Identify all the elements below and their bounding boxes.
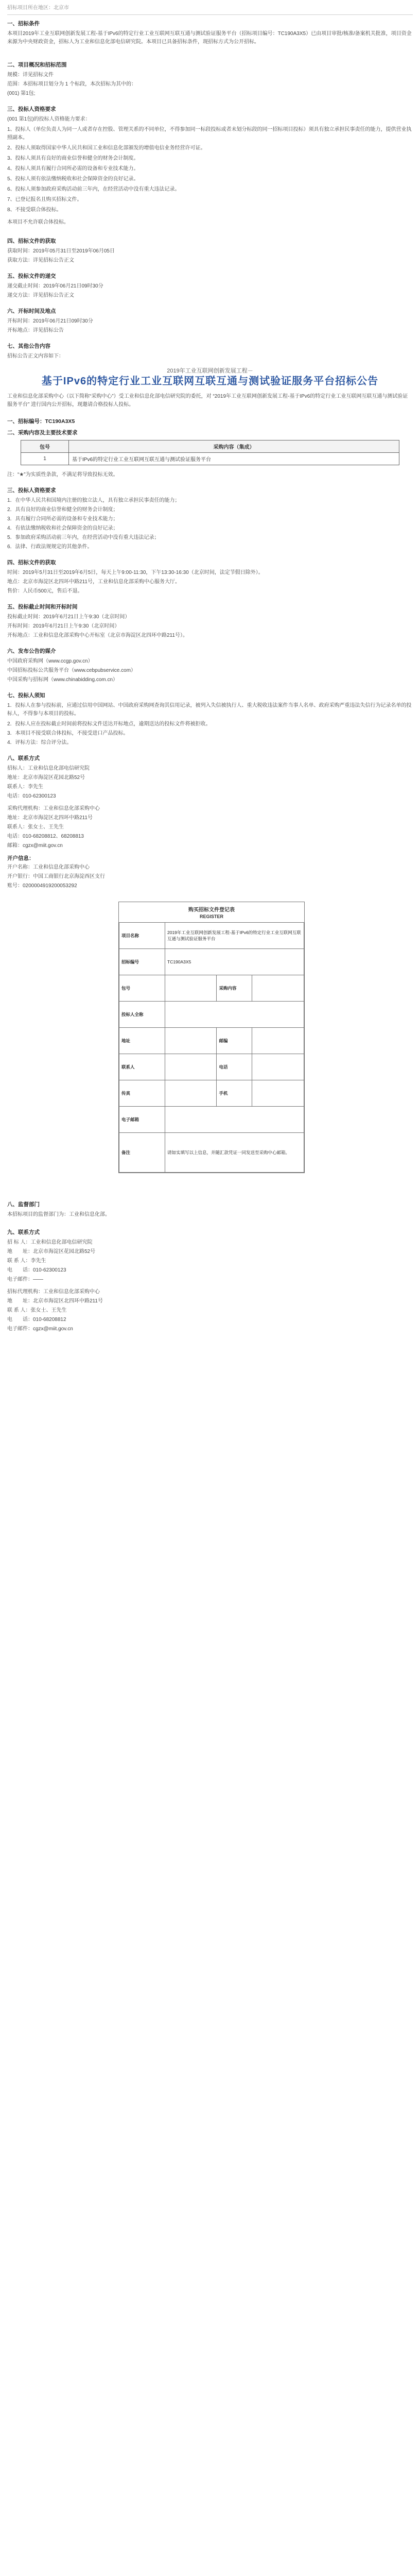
form-label: 联系人 <box>119 1054 165 1080</box>
list-item: 8、不接受联合体投标。 <box>7 207 62 213</box>
section-heading: 四、招标文件的获取 <box>7 560 56 566</box>
procurement-table <box>21 440 399 465</box>
contact-line: 电话：010-62300123 <box>7 793 56 799</box>
form-value <box>252 1080 304 1107</box>
list-item: 2、投标人须取得国家中华人民共和国工业和信息化部颁发的增值电信业务经营许可证。 <box>7 145 206 151</box>
registration-form <box>118 902 305 1173</box>
contact-line: 邮箱：cgzx@miit.gov.cn <box>7 843 63 849</box>
contact-line: 联系人：李先生 <box>7 784 43 790</box>
contact-line: 电子邮件：cgzx@miit.gov.cn <box>7 1326 73 1332</box>
list-item: 中国政府采购网（www.ccgp.gov.cn） <box>7 658 93 664</box>
paragraph: (001 第1包)的投标人资格能力要求： <box>7 116 91 122</box>
contact-line: 电 话：010-62300123 <box>7 1267 66 1273</box>
form-title-en: REGISTER <box>199 914 223 919</box>
form-value <box>165 1028 217 1054</box>
bank-title: 开户信息： <box>7 855 34 861</box>
form-row <box>119 1028 304 1054</box>
contact-line: 电话：010-68208812、68208813 <box>7 834 84 839</box>
list-item: 7、已登记报名且购买招标文件。 <box>7 197 82 202</box>
list-item: 开标时间：2019年6月21日上午9:30（北京时间） <box>7 623 120 629</box>
region-line: 招标项目所在地区：北京市 <box>7 5 69 11</box>
list-item: 4、投标人须具有履行合同所必需的设备和专业技术能力。 <box>7 166 139 172</box>
form-row <box>119 923 304 949</box>
contact-line: 账号：0200004919200053292 <box>7 883 77 889</box>
contact-line: 电 话：010-68208812 <box>7 1317 66 1323</box>
list-item: 售价：人民币500元，售后不退。 <box>7 588 83 594</box>
form-label: 邮编 <box>217 1028 252 1054</box>
form-label: 电话 <box>217 1054 252 1080</box>
form-row <box>119 1133 304 1173</box>
form-label: 采购内容 <box>217 975 252 1002</box>
section-heading: 九、联系方式 <box>7 1229 40 1235</box>
section-heading: 二、采购内容及主要技术要求 <box>7 430 78 436</box>
list-item: 中国招标投标公共服务平台（www.cebpubservice.com） <box>7 668 136 673</box>
form-value <box>165 975 217 1002</box>
form-label: 地址 <box>119 1028 165 1054</box>
form-value <box>252 975 304 1002</box>
section-heading: 六、开标时间及地点 <box>7 308 56 314</box>
paragraph: 开标时间：2019年06月21日09时30分 <box>7 318 93 324</box>
contact-line: 地址：北京市海淀区北四环中路211号 <box>7 815 93 821</box>
section-heading: 六、发布公告的媒介 <box>7 648 56 654</box>
section-heading: 三、投标人资格要求 <box>7 106 56 112</box>
form-label: 传真 <box>119 1080 165 1107</box>
table-header-row <box>21 440 399 453</box>
paragraph: 递交截止时间：2019年06月21日09时30分 <box>7 283 103 289</box>
section-heading: 一、招标编号：TC190A3X5 <box>7 418 75 425</box>
list-item: 地点：北京市海淀区北四环中路211号，工业和信息化部采购中心服务大厅。 <box>7 579 180 585</box>
contact-line: 地 址：北京市海淀区北四环中路211号 <box>7 1298 103 1304</box>
section-heading: 二、项目概况和招标范围 <box>7 62 67 68</box>
list-item: 3．本项目不接受联合体投标，不接受进口产品投标。 <box>7 731 129 736</box>
form-label: 备注 <box>119 1133 165 1173</box>
paragraph: 获取方法：详见招标公告正文 <box>7 258 74 263</box>
list-item: 2．投标人应在投标截止时间前将投标文件送达开标地点，逾期送达的投标文件将被拒收。 <box>7 721 211 727</box>
form-value: 请如实填写以上信息，并随汇款凭证一同发送至采购中心邮箱。 <box>165 1133 304 1173</box>
announcement-title-line1: 2019年工业互联网创新发展工程－ <box>167 368 253 374</box>
list-item: 3．具有履行合同所必需的设备和专业技术能力； <box>7 516 118 522</box>
form-label: 电子邮箱 <box>119 1107 165 1133</box>
contact-line: 电子邮件：—— <box>7 1277 43 1282</box>
contact-line: 招标人：工业和信息化部电信研究院 <box>7 766 90 771</box>
section-heading: 八、联系方式 <box>7 755 40 761</box>
list-item: 1、投标人（单位负责人为同一人或者存在控股、管理关系的不同单位，不得参加同一标段投标或者未划分标段的同一招标项目投标）须具有独立承担民事责任的能力，提供营业执照副本。 <box>7 127 412 141</box>
table-cell: 基于IPv6的特定行业工业互联网互联互通与测试验证服务平台 <box>69 453 399 465</box>
contact-line: 招 标 人：工业和信息化部电信研究院 <box>7 1240 93 1245</box>
form-table <box>119 922 304 1173</box>
form-value <box>165 1054 217 1080</box>
form-value: 2019年工业互联网创新发展工程-基于IPv6的特定行业工业互联网互联互通与测试验证服务平台 <box>165 923 304 949</box>
form-value <box>165 1107 304 1133</box>
contact-line: 开户银行：中国工商银行北京海淀西区支行 <box>7 874 105 879</box>
contact-line: 联 系 人：张女士、王先生 <box>7 1308 67 1313</box>
paragraph: 本项目不允许联合体投标。 <box>7 219 69 225</box>
contact-line: 采购代理机构：工业和信息化部采购中心 <box>7 806 100 811</box>
section-heading: 七、其他公告内容 <box>7 343 50 349</box>
list-item: 5、投标人须有依法缴纳税收和社会保障资金的良好记录。 <box>7 176 139 182</box>
contact-line: 地 址：北京市海淀区花园北路52号 <box>7 1249 96 1255</box>
list-item: 1．投标人在参与投标前，应通过信用中国网站、中国政府采购网查询其信用记录，被列入失信被执行人、重大税收违法案件当事人名单、政府采购严重违法失信行为记录名单的投标人，不得参与本项目的投标。 <box>7 703 412 717</box>
form-label: 项目名称 <box>119 923 165 949</box>
list-item: 4．有依法缴纳税收和社会保障资金的良好记录； <box>7 526 118 531</box>
form-value <box>252 1028 304 1054</box>
section-heading: 七、投标人须知 <box>7 692 45 699</box>
contact-line: 开户名称：工业和信息化部采购中心 <box>7 865 90 870</box>
paragraph: 规模：详见招标文件 <box>7 72 54 78</box>
list-item: 4．评标方法：综合评分法。 <box>7 740 72 745</box>
paragraph: 范围：本招标项目划分为 1 个标段，本次招标为其中的： <box>7 81 137 87</box>
paragraph: 本招标项目的监督部门为：工业和信息化部。 <box>7 1212 110 1217</box>
section-heading: 三、投标人资格要求 <box>7 487 56 494</box>
form-row <box>119 949 304 975</box>
list-item: 中国采购与招标网（www.chinabidding.com.cn） <box>7 677 118 683</box>
announcement-title <box>7 367 413 387</box>
form-row <box>119 1002 304 1028</box>
paragraph: 本项目2019年工业互联网创新发展工程-基于IPv6的特定行业工业互联网互联互通与测试验证服务平台（招标项目编号：TC190A3X5）已由项目审批/核准/备案机关批准，项目资金来源为中央财政资金，招标人为工业和信息化部电信研究院。本项目已具备招标条件，现招标方式为公开招标。 <box>7 31 412 45</box>
contact-line: 联 系 人：李先生 <box>7 1258 46 1264</box>
form-row <box>119 1054 304 1080</box>
announcement-title-line2: 基于IPv6的特定行业工业互联网互联互通与测试验证服务平台招标公告 <box>41 376 379 387</box>
paragraph: 注：“★”为实质性条款，不满足将导致投标无效。 <box>7 472 118 478</box>
form-label: 包号 <box>119 975 165 1002</box>
form-value <box>252 1054 304 1080</box>
table-header: 采购内容（集成） <box>69 440 399 453</box>
table-row <box>21 453 399 465</box>
paragraph: 获取时间：2019年05月31日至2019年06月05日 <box>7 248 115 254</box>
form-title: 购买招标文件登记表 <box>188 907 235 913</box>
list-item: 投标截止时间：2019年6月21日上午9:30（北京时间） <box>7 614 130 620</box>
contact-line: 联系人：张女士、王先生 <box>7 824 64 830</box>
contact-line: 招标代理机构：工业和信息化部采购中心 <box>7 1289 100 1295</box>
list-item: 3、投标人须具有良好的商业信誉和健全的财务会计制度。 <box>7 156 139 161</box>
list-item: 1．在中华人民共和国境内注册的独立法人，具有独立承担民事责任的能力； <box>7 498 180 503</box>
form-label: 手机 <box>217 1080 252 1107</box>
form-row <box>119 1107 304 1133</box>
paragraph: 招标公告正文内容如下： <box>7 353 64 359</box>
list-item: 5．参加政府采购活动前三年内，在经营活动中没有重大违法记录； <box>7 535 160 540</box>
divider <box>7 14 413 15</box>
form-label: 招标编号 <box>119 949 165 975</box>
paragraph: 开标地点：详见招标公告 <box>7 328 64 333</box>
list-item: 2．具有良好的商业信誉和健全的财务会计制度； <box>7 507 118 513</box>
list-item: 6．法律、行政法规规定的其他条件。 <box>7 544 93 550</box>
table-cell: 1 <box>21 453 69 465</box>
section-heading: 一、招标条件 <box>7 21 40 27</box>
section-heading: 五、投标截止时间和开标时间 <box>7 604 78 610</box>
paragraph: 工业和信息化部采购中心（以下简称“采购中心”）受工业和信息化部电信研究院的委托，对 “2019年工业互联网创新发展工程-基于IPv6的特定行业工业互联网互联互通与测试验证服务平台” 进行国内公开招标，现邀请合格投标人投标。 <box>7 394 408 408</box>
paragraph: (001) 第1包; <box>7 91 36 96</box>
contact-line: 地址：北京市海淀区花园北路52号 <box>7 775 85 781</box>
form-row <box>119 975 304 1002</box>
section-heading: 四、招标文件的获取 <box>7 238 56 244</box>
list-item: 开标地点：工业和信息化部采购中心开标室（北京市海淀区北四环中路211号）。 <box>7 633 188 638</box>
list-item: 6、投标人须参加政府采购活动前三年内，在经营活动中没有重大违法记录。 <box>7 187 180 192</box>
form-value: TC190A3X5 <box>165 949 304 975</box>
form-row <box>119 1080 304 1107</box>
form-value <box>165 1002 304 1028</box>
list-item: 时间：2019年5月31日至2019年6月5日，每天上午9:00-11:30，下午13:30-16:30（北京时间，法定节假日除外）。 <box>7 570 264 575</box>
paragraph: 递交方法：详见招标公告正文 <box>7 293 74 298</box>
form-label: 投标人全称 <box>119 1002 165 1028</box>
form-value <box>165 1080 217 1107</box>
table-header: 包号 <box>21 440 69 453</box>
section-heading: 八、监督部门 <box>7 1201 40 1208</box>
section-heading: 五、投标文件的递交 <box>7 273 56 279</box>
